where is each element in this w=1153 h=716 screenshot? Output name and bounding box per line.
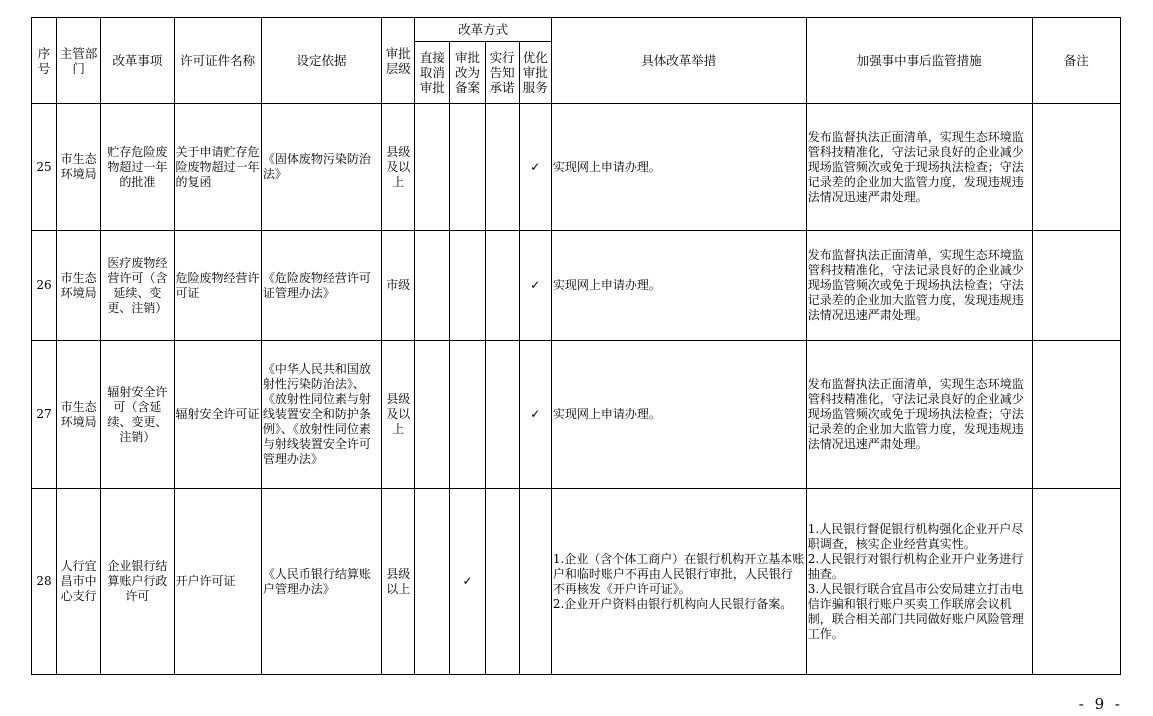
cell-mode-cancel (415, 341, 450, 489)
header-mode-record: 审批改为备案 (450, 42, 485, 104)
cell-supervision: 1.人民银行督促银行机构强化企业开户尽职调查，核实企业经营真实性。 2.人民银行对银行机构企业开户业务进行抽查。 3.人民银行联合宜昌市公安局建立打击电信诈骗和银行账户买卖工作联席会议机制，联合相关部门共同做好账户风险管理工作。 (806, 489, 1032, 675)
cell-mode-record (450, 231, 485, 341)
cell-basis: 《危险废物经营许可证管理办法》 (261, 231, 381, 341)
cell-mode-optimize: ✓ (519, 231, 551, 341)
cell-seq: 27 (32, 341, 57, 489)
cell-measures: 实现网上申请办理。 (551, 104, 806, 231)
cell-item: 贮存危险废物超过一年的批准 (101, 104, 174, 231)
cell-mode-record (450, 341, 485, 489)
table-row (32, 489, 1121, 675)
header-measures: 具体改革举措 (551, 18, 806, 104)
cell-remark (1032, 341, 1120, 489)
cell-basis: 《固体废物污染防治法》 (261, 104, 381, 231)
cell-license: 辐射安全许可证 (174, 341, 261, 489)
cell-dept: 市生态环境局 (57, 104, 101, 231)
cell-mode-promise (485, 489, 519, 675)
cell-item: 医疗废物经营许可（含延续、变更、注销） (101, 231, 174, 341)
header-basis: 设定依据 (261, 18, 381, 104)
cell-dept: 市生态环境局 (57, 231, 101, 341)
cell-level: 县级及以上 (382, 104, 415, 231)
cell-mode-record: ✓ (450, 489, 485, 675)
cell-mode-optimize: ✓ (519, 104, 551, 231)
cell-supervision: 发布监督执法正面清单，实现生态环境监管科技精准化，守法记录良好的企业减少现场监管频次或免于现场执法检查；守法记录差的企业加大监管力度，发现违规违法情况迅速严肃处理。 (806, 341, 1032, 489)
header-seq: 序号 (32, 18, 57, 104)
cell-level: 县级及以上 (382, 341, 415, 489)
page-number: - 9 - (1078, 695, 1123, 713)
table-row (32, 341, 1121, 489)
header-reform-mode: 改革方式 (415, 18, 551, 42)
cell-mode-optimize: ✓ (519, 341, 551, 489)
header-mode-promise: 实行告知承诺 (485, 42, 519, 104)
header-remark: 备注 (1032, 18, 1120, 104)
table-row (32, 231, 1121, 341)
header-dept: 主管部门 (57, 18, 101, 104)
header-level: 审批层级 (382, 18, 415, 104)
cell-supervision: 发布监督执法正面清单，实现生态环境监管科技精准化，守法记录良好的企业减少现场监管频次或免于现场执法检查；守法记录差的企业加大监管力度，发现违规违法情况迅速严肃处理。 (806, 104, 1032, 231)
cell-level: 市级 (382, 231, 415, 341)
reform-table (31, 17, 1121, 675)
cell-seq: 26 (32, 231, 57, 341)
header-mode-optimize: 优化审批服务 (519, 42, 551, 104)
header-license: 许可证件名称 (174, 18, 261, 104)
cell-dept: 市生态环境局 (57, 341, 101, 489)
cell-license: 关于申请贮存危险废物超过一年的复函 (174, 104, 261, 231)
header-mode-cancel: 直接取消审批 (415, 42, 450, 104)
cell-mode-promise (485, 231, 519, 341)
cell-seq: 25 (32, 104, 57, 231)
header-item: 改革事项 (101, 18, 174, 104)
cell-mode-promise (485, 341, 519, 489)
cell-measures: 实现网上申请办理。 (551, 341, 806, 489)
table-row (32, 104, 1121, 231)
cell-license: 开户许可证 (174, 489, 261, 675)
header-supervision: 加强事中事后监管措施 (806, 18, 1032, 104)
cell-basis: 《人民币银行结算账户管理办法》 (261, 489, 381, 675)
cell-remark (1032, 231, 1120, 341)
cell-mode-cancel (415, 489, 450, 675)
cell-item: 辐射安全许可（含延续、变更、注销） (101, 341, 174, 489)
cell-basis: 《中华人民共和国放射性污染防治法》、《放射性同位素与射线装置安全和防护条例》、《放射性同位素与射线装置安全许可管理办法》 (261, 341, 381, 489)
cell-remark (1032, 489, 1120, 675)
cell-supervision: 发布监督执法正面清单，实现生态环境监管科技精准化，守法记录良好的企业减少现场监管频次或免于现场执法检查；守法记录差的企业加大监管力度，发现违规违法情况迅速严肃处理。 (806, 231, 1032, 341)
cell-measures: 1.企业（含个体工商户）在银行机构开立基本账户和临时账户不再由人民银行审批，人民银行不再核发《开户许可证》。 2.企业开户资料由银行机构向人民银行备案。 (551, 489, 806, 675)
cell-mode-record (450, 104, 485, 231)
cell-seq: 28 (32, 489, 57, 675)
cell-item: 企业银行结算账户行政许可 (101, 489, 174, 675)
cell-mode-cancel (415, 104, 450, 231)
cell-level: 县级以上 (382, 489, 415, 675)
cell-remark (1032, 104, 1120, 231)
cell-dept: 人行宜昌市中心支行 (57, 489, 101, 675)
cell-mode-optimize (519, 489, 551, 675)
cell-license: 危险废物经营许可证 (174, 231, 261, 341)
cell-measures: 实现网上申请办理。 (551, 231, 806, 341)
header-row-1 (32, 18, 1121, 42)
cell-mode-promise (485, 104, 519, 231)
cell-mode-cancel (415, 231, 450, 341)
